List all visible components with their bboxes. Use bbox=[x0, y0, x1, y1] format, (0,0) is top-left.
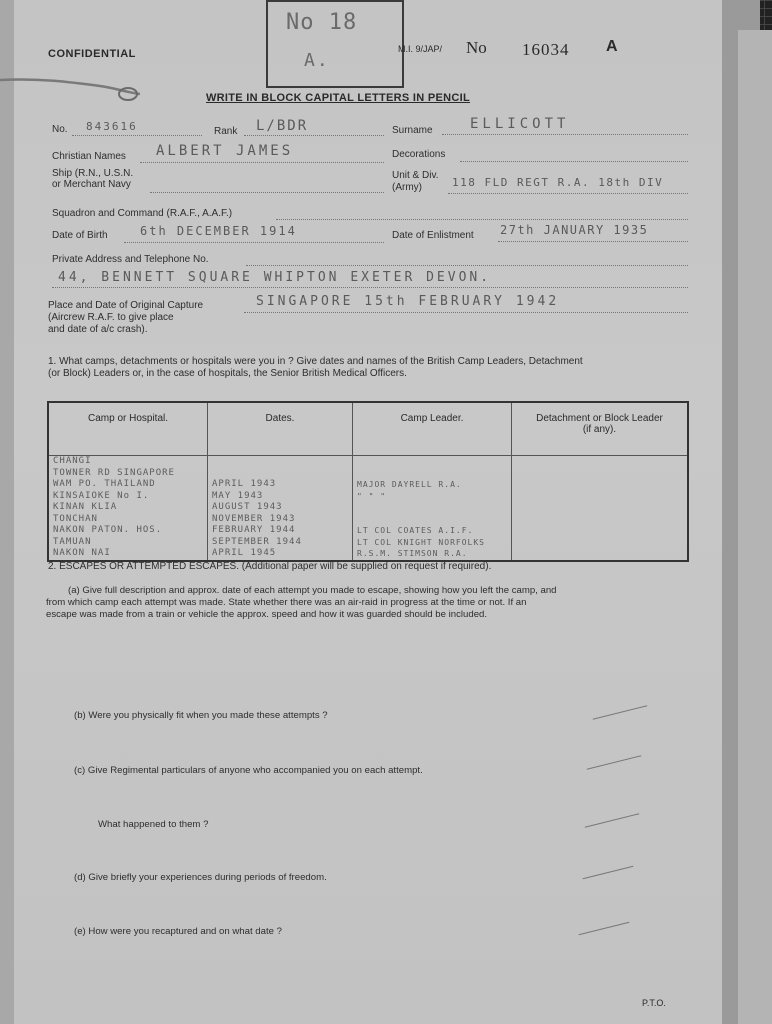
table-row bbox=[48, 456, 688, 561]
question-1: 1. What camps, detachments or hospitals were you in ? Give dates and names of the British Camp Leaders, Detachment (or Block) Leaders or, in the case of hospitals, the Senior British Medical Officers. bbox=[48, 356, 583, 379]
list-item: LT COL KNIGHT NORFOLKS bbox=[357, 537, 485, 547]
list-item: AUGUST 1943 bbox=[212, 502, 283, 512]
list-item bbox=[357, 456, 511, 468]
christian-names-label: Christian Names bbox=[52, 151, 126, 162]
list-item: SEPTEMBER 1944 bbox=[212, 536, 302, 547]
dob-label: Date of Birth bbox=[52, 230, 108, 241]
treasury-tag-string bbox=[0, 72, 140, 102]
christian-names-value: ALBERT JAMES bbox=[156, 143, 294, 159]
list-item: APRIL 1943 bbox=[212, 479, 277, 489]
enlistment-label: Date of Enlistment bbox=[392, 230, 474, 241]
list-item bbox=[357, 514, 511, 526]
capture-label: Place and Date of Original Capture (Aircrew R.A.F. to give place and date of a/c crash). bbox=[48, 300, 204, 335]
form-number: 16034 bbox=[522, 40, 570, 59]
instruction-heading: WRITE IN BLOCK CAPITAL LETTERS IN PENCIL bbox=[206, 92, 470, 104]
camps-table bbox=[47, 401, 689, 562]
form-reference: M.I. 9/JAP/ bbox=[398, 44, 443, 54]
question-2a: (a) Give full description and approx. date of each attempt you made to escape, showing how you left the camp, and from which camp each attempt was made. State whether there was an air-raid in progress at the time or not. If an escape was made from a train or vehicle the approx. speed and how it was guarded should be included. bbox=[46, 585, 557, 620]
number-label: No bbox=[466, 38, 487, 57]
question-2c-followup: What happened to them ? bbox=[98, 819, 209, 830]
unit-label: Unit & Div. (Army) bbox=[392, 170, 439, 193]
list-item: TONCHAN bbox=[53, 513, 98, 524]
list-item: LT COL COATES A.I.F. bbox=[357, 526, 474, 535]
list-item: KINSAIOKE No I. bbox=[53, 490, 150, 501]
enlistment-value: 27th JANUARY 1935 bbox=[500, 223, 649, 237]
list-item: WAM PO. THAILAND bbox=[53, 479, 156, 489]
question-2-heading: 2. ESCAPES OR ATTEMPTED ESCAPES. (Additional paper will be supplied on request if required). bbox=[48, 561, 492, 572]
list-item: TOWNER RD SINGAPORE bbox=[53, 467, 175, 478]
list-item: FEBRUARY 1944 bbox=[212, 525, 296, 535]
dates-header: Dates. bbox=[208, 402, 353, 456]
surname-value: ELLICOTT bbox=[470, 116, 570, 132]
unit-value: 118 FLD REGT R.A. 18th DIV bbox=[452, 176, 664, 189]
detachment-column bbox=[512, 456, 689, 561]
dob-value: 6th DECEMBER 1914 bbox=[140, 224, 297, 238]
underlying-sheet-edge bbox=[738, 30, 772, 1024]
list-item: MAY 1943 bbox=[212, 490, 264, 501]
list-item bbox=[357, 502, 511, 514]
decorations-label: Decorations bbox=[392, 149, 446, 160]
list-item: MAJOR DAYRELL R.A. bbox=[357, 480, 462, 489]
list-item: CHANGI bbox=[53, 456, 92, 466]
list-item: TAMUAN bbox=[53, 536, 92, 547]
camp-header: Camp or Hospital. bbox=[48, 402, 208, 456]
stamp-letter: A. bbox=[304, 50, 330, 71]
confidential-label: CONFIDENTIAL bbox=[48, 48, 136, 60]
address-label: Private Address and Telephone No. bbox=[52, 254, 209, 265]
ship-label: Ship (R.N., U.S.N. or Merchant Navy bbox=[52, 168, 134, 190]
list-item: R.S.M. STIMSON R.A. bbox=[357, 549, 468, 558]
list-item bbox=[212, 468, 352, 480]
form-letter: A bbox=[606, 38, 618, 55]
list-item: NAKON PATON. HOS. bbox=[53, 525, 163, 535]
registry-stamp bbox=[266, 0, 404, 88]
service-no-label: No. bbox=[52, 124, 68, 135]
list-item bbox=[357, 468, 511, 480]
stamp-number: No 18 bbox=[286, 10, 358, 35]
rank-value: L/BDR bbox=[256, 118, 309, 134]
service-no-value: 843616 bbox=[86, 120, 138, 133]
question-2b: (b) Were you physically fit when you made these attempts ? bbox=[74, 710, 328, 721]
detachment-header: Detachment or Block Leader (if any). bbox=[512, 402, 689, 456]
address-value: 44, BENNETT SQUARE WHIPTON EXETER DEVON. bbox=[58, 270, 492, 285]
camp-leader-header: Camp Leader. bbox=[353, 402, 512, 456]
question-2e: (e) How were you recaptured and on what date ? bbox=[74, 926, 282, 937]
list-item: APRIL 1945 bbox=[212, 548, 277, 558]
dates-column bbox=[208, 456, 353, 561]
surname-label: Surname bbox=[392, 125, 433, 136]
list-item bbox=[212, 456, 352, 468]
capture-value: SINGAPORE 15th FEBRUARY 1942 bbox=[256, 294, 560, 309]
list-item: NAKON NAI bbox=[53, 548, 111, 558]
squadron-label: Squadron and Command (R.A.F., A.A.F.) bbox=[52, 208, 233, 219]
list-item: NOVEMBER 1943 bbox=[212, 513, 296, 524]
camp-column bbox=[48, 456, 208, 561]
question-2c: (c) Give Regimental particulars of anyone who accompanied you on each attempt. bbox=[74, 765, 423, 776]
list-item: KINAN KLIA bbox=[53, 502, 118, 512]
list-item: " " " bbox=[357, 491, 387, 501]
rank-label: Rank bbox=[214, 126, 238, 137]
leader-column bbox=[353, 456, 512, 561]
pto-label: P.T.O. bbox=[642, 998, 666, 1008]
question-2d: (d) Give briefly your experiences during periods of freedom. bbox=[74, 872, 327, 883]
